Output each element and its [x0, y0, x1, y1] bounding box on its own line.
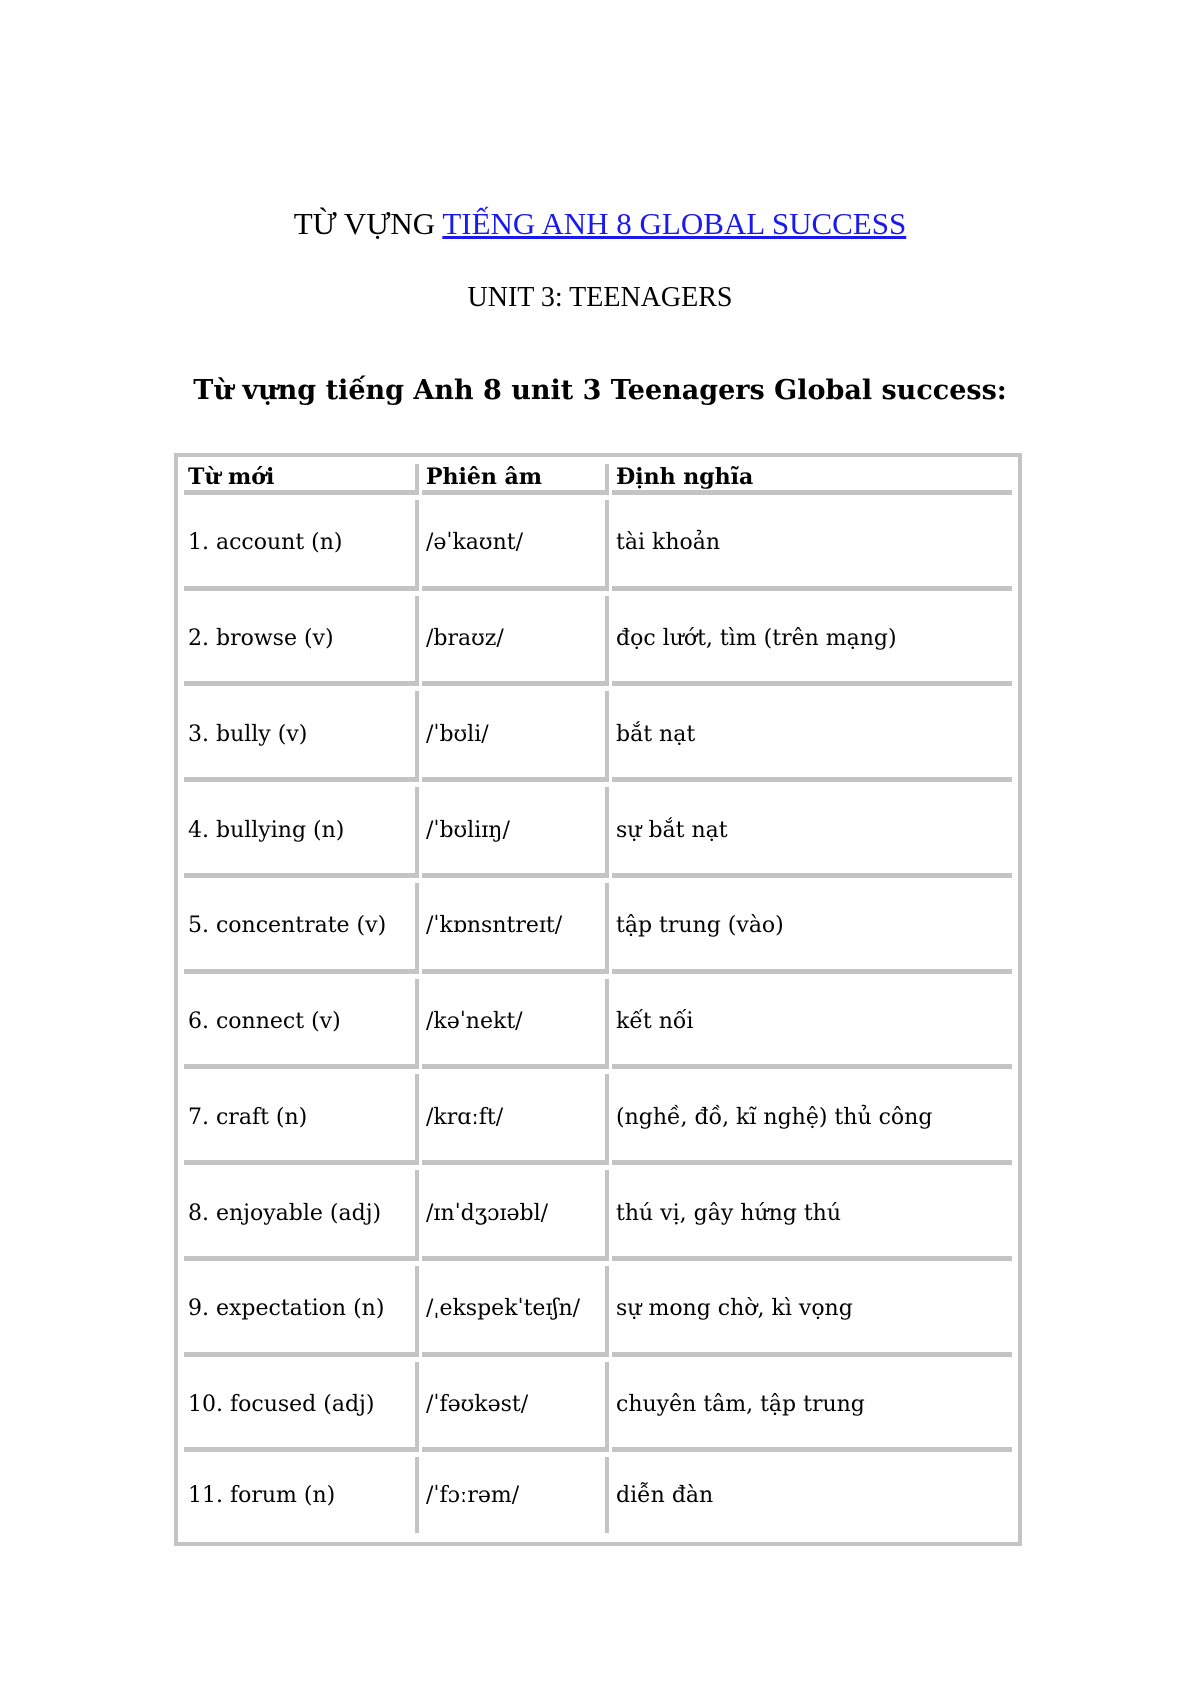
- ipa-cell: /braʊz/: [422, 596, 609, 687]
- meaning-cell: (nghề, đồ, kĩ nghệ) thủ công: [612, 1074, 1012, 1165]
- meaning-cell: sự mong chờ, kì vọng: [612, 1266, 1012, 1357]
- page-title: [0, 204, 1200, 244]
- table-row: [184, 787, 1012, 878]
- word-cell: 4. bullying (n): [184, 787, 419, 878]
- table-row: [184, 1362, 1012, 1453]
- word-cell: 7. craft (n): [184, 1074, 419, 1165]
- meaning-cell: tập trung (vào): [612, 883, 1012, 974]
- word-cell: 8. enjoyable (adj): [184, 1170, 419, 1261]
- column-header-meaning: Định nghĩa: [612, 464, 1012, 495]
- table-row: [184, 500, 1012, 591]
- meaning-cell: chuyên tâm, tập trung: [612, 1362, 1012, 1453]
- page-title-prefix: TỪ VỰNG: [293, 206, 443, 241]
- ipa-cell: /əˈkaʊnt/: [422, 500, 609, 591]
- table-row: [184, 1266, 1012, 1357]
- ipa-cell: /kəˈnekt/: [422, 979, 609, 1070]
- ipa-cell: /krɑːft/: [422, 1074, 609, 1165]
- table-row: [184, 691, 1012, 782]
- title-link[interactable]: TIẾNG ANH 8 GLOBAL SUCCESS: [442, 206, 907, 241]
- word-cell: 5. concentrate (v): [184, 883, 419, 974]
- ipa-cell: /ˈfɔːrəm/: [422, 1457, 609, 1533]
- column-header-word: Từ mới: [184, 464, 419, 495]
- ipa-cell: /ˈfəʊkəst/: [422, 1362, 609, 1453]
- table-row: [184, 979, 1012, 1070]
- ipa-cell: /ˈkɒnsntreɪt/: [422, 883, 609, 974]
- meaning-cell: tài khoản: [612, 500, 1012, 591]
- ipa-cell: /ˌekspekˈteɪʃn/: [422, 1266, 609, 1357]
- meaning-cell: bắt nạt: [612, 691, 1012, 782]
- table-header-row: [184, 464, 1012, 495]
- word-cell: 10. focused (adj): [184, 1362, 419, 1453]
- unit-title: UNIT 3: TEENAGERS: [467, 282, 733, 313]
- ipa-cell: /ɪnˈdʒɔɪəbl/: [422, 1170, 609, 1261]
- table-row: [184, 596, 1012, 687]
- meaning-cell: sự bắt nạt: [612, 787, 1012, 878]
- table-row: [184, 1074, 1012, 1165]
- word-cell: 9. expectation (n): [184, 1266, 419, 1357]
- word-cell: 6. connect (v): [184, 979, 419, 1070]
- table-row: [184, 1457, 1012, 1533]
- meaning-cell: đọc lướt, tìm (trên mạng): [612, 596, 1012, 687]
- word-cell: 3. bully (v): [184, 691, 419, 782]
- section-heading: Từ vựng tiếng Anh 8 unit 3 Teenagers Global success:: [193, 375, 1007, 406]
- meaning-cell: thú vị, gây hứng thú: [612, 1170, 1012, 1261]
- vocabulary-table: [174, 453, 1022, 1546]
- word-cell: 1. account (n): [184, 500, 419, 591]
- table-row: [184, 1170, 1012, 1261]
- meaning-cell: kết nối: [612, 979, 1012, 1070]
- ipa-cell: /ˈbʊliɪŋ/: [422, 787, 609, 878]
- word-cell: 2. browse (v): [184, 596, 419, 687]
- column-header-ipa: Phiên âm: [422, 464, 609, 495]
- table-row: [184, 883, 1012, 974]
- meaning-cell: diễn đàn: [616, 1482, 714, 1508]
- word-cell: 11. forum (n): [184, 1457, 419, 1533]
- ipa-cell: /ˈbʊli/: [422, 691, 609, 782]
